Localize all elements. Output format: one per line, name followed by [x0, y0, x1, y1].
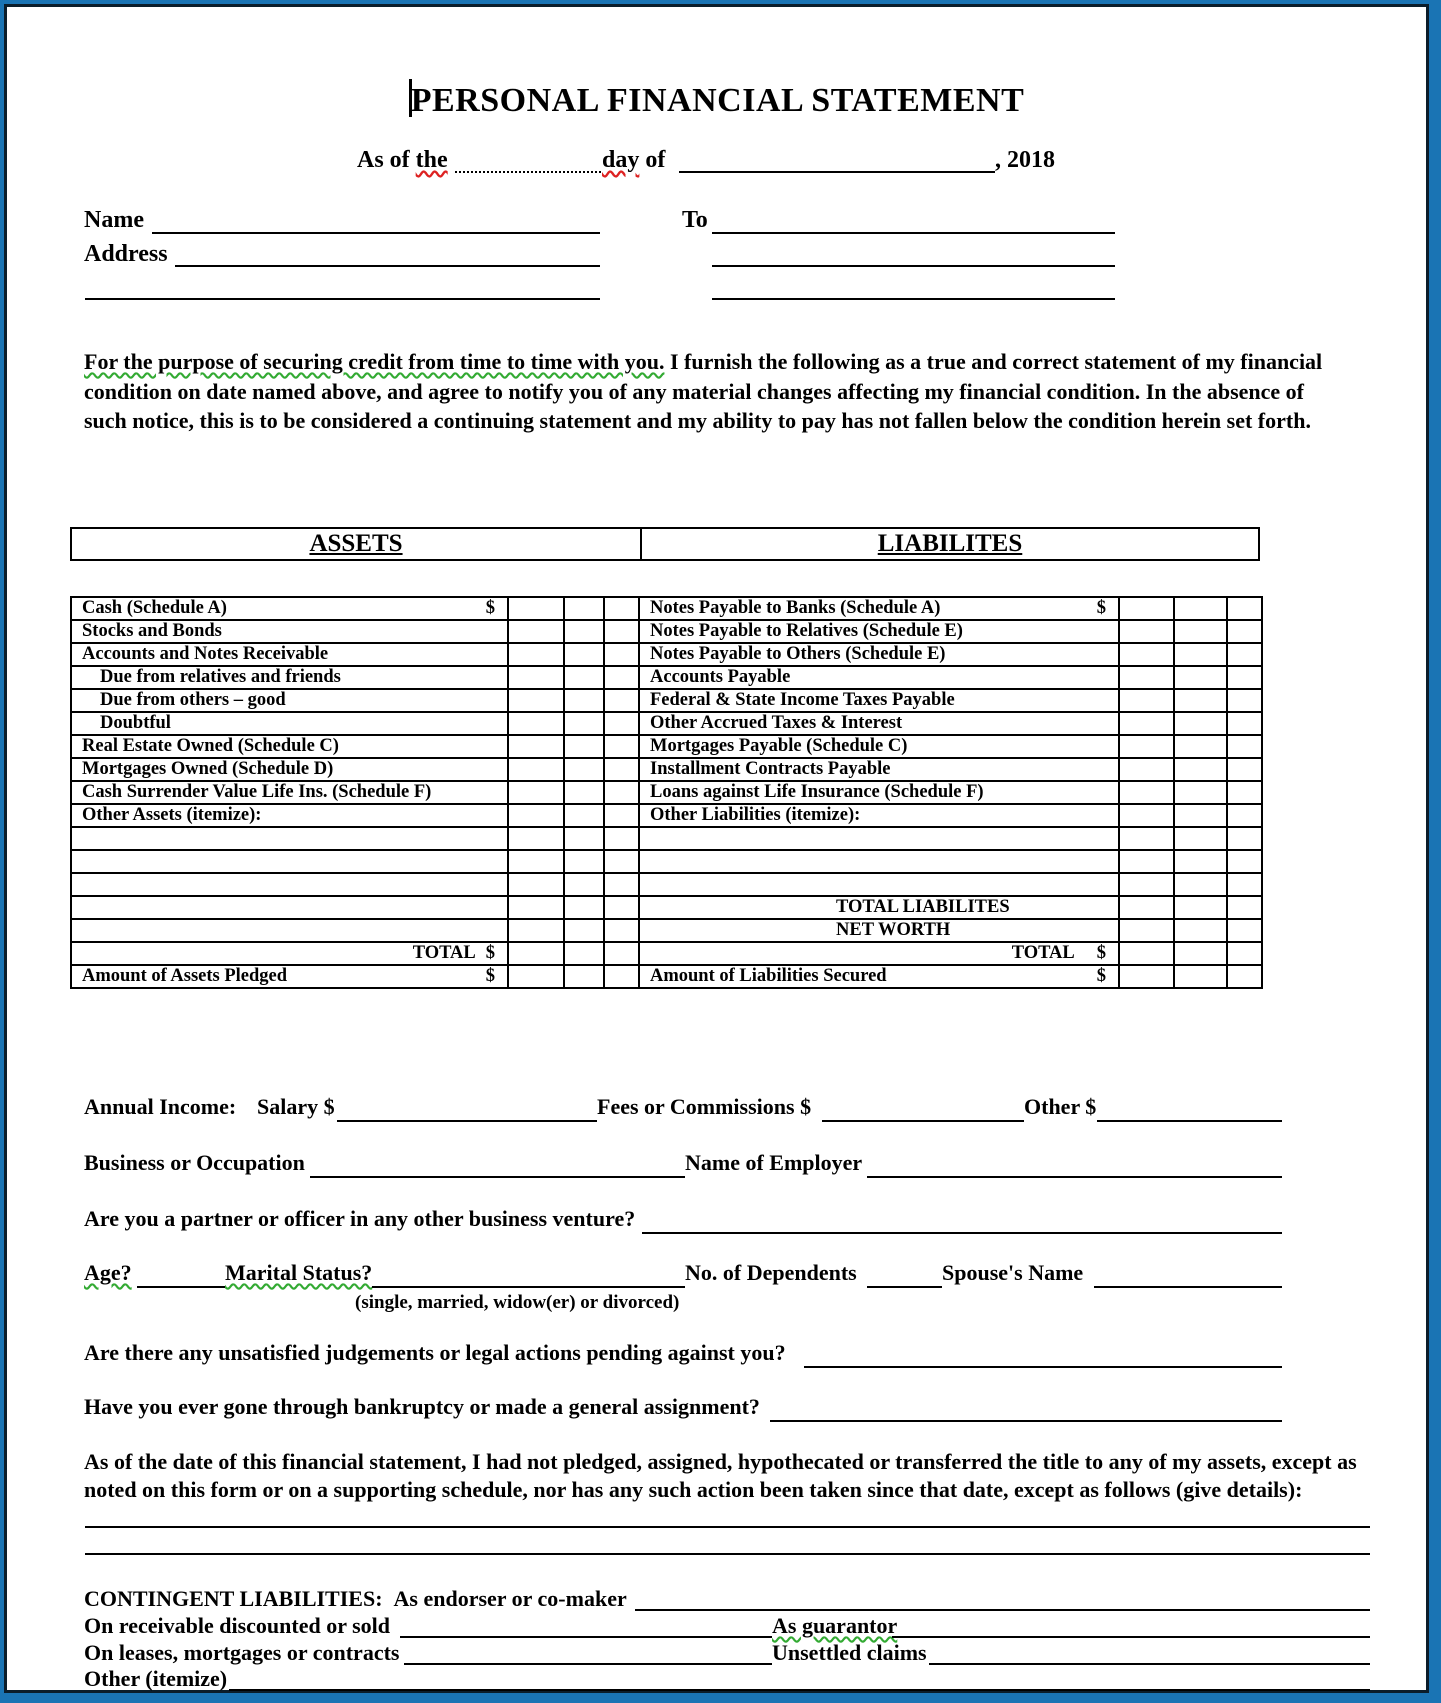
unsettled-label: Unsettled claims [772, 1640, 927, 1665]
dollar-sign: $ [1096, 966, 1106, 986]
other-contingent-label: Other (itemize) [84, 1666, 228, 1691]
liability-amount-cell[interactable] [1119, 666, 1174, 689]
fees-label: Fees or Commissions $ [597, 1094, 812, 1119]
occupation-label: Business or Occupation [84, 1150, 305, 1175]
asset-amount-cell[interactable] [604, 666, 639, 689]
table-row [71, 758, 1262, 781]
asset-label-cell [71, 919, 508, 942]
liability-label-cell: Federal & State Income Taxes Payable [639, 689, 1119, 712]
asset-amount-cell[interactable] [508, 804, 564, 827]
asset-amount-cell[interactable] [604, 620, 639, 643]
liabilities-header: LIABILITES [877, 530, 1023, 557]
month-field[interactable] [679, 171, 995, 173]
liability-label-cell [639, 827, 1119, 850]
liability-amount-cell[interactable] [1227, 965, 1262, 988]
asset-amount-cell[interactable] [604, 781, 639, 804]
table-row [71, 735, 1262, 758]
asset-amount-cell[interactable] [604, 758, 639, 781]
asset-amount-cell[interactable] [564, 965, 604, 988]
liability-amount-cell[interactable] [1174, 781, 1227, 804]
liability-amount-cell[interactable] [1227, 689, 1262, 712]
name-label: Name [84, 207, 144, 233]
liability-amount-cell[interactable] [1174, 804, 1227, 827]
asset-amount-cell[interactable] [508, 643, 564, 666]
liability-amount-cell[interactable] [1227, 781, 1262, 804]
liability-label-cell: TOTAL LIABILITES [639, 896, 1119, 919]
document-frame [4, 4, 1429, 1693]
liability-amount-cell[interactable] [1227, 827, 1262, 850]
asset-amount-cell[interactable] [508, 942, 564, 965]
address-label: Address [84, 241, 168, 267]
table-row [71, 712, 1262, 735]
marital-label: Marital Status? [225, 1260, 373, 1285]
to-field-2[interactable] [712, 265, 1115, 267]
liability-amount-cell[interactable] [1227, 597, 1262, 620]
asset-amount-cell[interactable] [604, 896, 639, 919]
table-row [71, 827, 1262, 850]
receivable-label: On receivable discounted or sold [84, 1613, 390, 1638]
table-row [71, 873, 1262, 896]
dollar-sign: $ [1096, 598, 1106, 618]
liability-amount-cell[interactable] [1227, 919, 1262, 942]
asset-label-cell: Cash Surrender Value Life Ins. (Schedule F) [71, 781, 508, 804]
table-row [71, 781, 1262, 804]
asset-amount-cell[interactable] [508, 896, 564, 919]
asset-label-cell: Other Assets (itemize): [71, 804, 508, 827]
table-row [71, 643, 1262, 666]
liability-amount-cell[interactable] [1174, 896, 1227, 919]
asset-label-cell: Due from relatives and friends [71, 666, 508, 689]
leases-field[interactable] [404, 1663, 772, 1665]
partner-question: Are you a partner or officer in any other business venture? [84, 1206, 636, 1231]
asset-label-cell: $ TOTAL [71, 942, 508, 965]
asset-label-cell: Due from others – good [71, 689, 508, 712]
liability-amount-cell[interactable] [1174, 689, 1227, 712]
liability-amount-cell[interactable] [1119, 735, 1174, 758]
liability-amount-cell[interactable] [1227, 804, 1262, 827]
asset-amount-cell[interactable] [508, 965, 564, 988]
details-field-1[interactable] [85, 1526, 1370, 1528]
liability-amount-cell[interactable] [1227, 873, 1262, 896]
liability-amount-cell[interactable] [1174, 735, 1227, 758]
table-row [71, 919, 1262, 942]
liability-label-cell [639, 873, 1119, 896]
asset-amount-cell[interactable] [508, 735, 564, 758]
liability-label-cell [639, 850, 1119, 873]
asset-amount-cell[interactable] [508, 758, 564, 781]
liability-amount-cell[interactable] [1174, 942, 1227, 965]
asset-label-cell: Real Estate Owned (Schedule C) [71, 735, 508, 758]
liability-label-cell: Notes Payable to Others (Schedule E) [639, 643, 1119, 666]
dollar-sign: $ [485, 943, 495, 963]
dollar-sign: $ [485, 966, 495, 986]
balance-sheet-header [70, 527, 1260, 561]
table-row [71, 689, 1262, 712]
liability-label-cell: Notes Payable to Relatives (Schedule E) [639, 620, 1119, 643]
details-field-2[interactable] [85, 1553, 1370, 1555]
liability-amount-cell[interactable] [1227, 712, 1262, 735]
age-field[interactable] [137, 1286, 225, 1288]
asset-amount-cell[interactable] [564, 689, 604, 712]
asset-amount-cell[interactable] [564, 712, 604, 735]
table-row [71, 850, 1262, 873]
asset-amount-cell[interactable] [564, 735, 604, 758]
dependents-field[interactable] [867, 1286, 942, 1288]
liability-amount-cell[interactable] [1119, 597, 1174, 620]
to-field-1[interactable] [712, 232, 1115, 234]
asset-amount-cell[interactable] [604, 942, 639, 965]
document-page [7, 7, 1426, 1690]
dollar-sign: $ [1096, 943, 1106, 963]
dependents-label: No. of Dependents [685, 1260, 857, 1285]
asset-amount-cell[interactable] [564, 597, 604, 620]
marital-field[interactable] [372, 1286, 685, 1288]
liability-amount-cell[interactable] [1227, 896, 1262, 919]
asset-amount-cell[interactable] [604, 965, 639, 988]
asset-amount-cell[interactable] [564, 827, 604, 850]
asset-label-cell [71, 896, 508, 919]
asset-amount-cell[interactable] [564, 666, 604, 689]
leases-label: On leases, mortgages or contracts [84, 1640, 400, 1665]
assets-header: ASSETS [72, 529, 642, 559]
liability-amount-cell[interactable] [1174, 873, 1227, 896]
liability-amount-cell[interactable] [1119, 781, 1174, 804]
liability-amount-cell[interactable] [1227, 735, 1262, 758]
asset-amount-cell[interactable] [564, 643, 604, 666]
date-line-prefix: As of the [357, 147, 448, 173]
table-row [71, 896, 1262, 919]
employer-field[interactable] [867, 1176, 1282, 1178]
liability-amount-cell[interactable] [1119, 850, 1174, 873]
asset-amount-cell[interactable] [564, 781, 604, 804]
asset-amount-cell[interactable] [604, 850, 639, 873]
asset-amount-cell[interactable] [604, 643, 639, 666]
liability-amount-cell[interactable] [1227, 942, 1262, 965]
asset-label-cell: Stocks and Bonds [71, 620, 508, 643]
asset-label-cell: $ Cash (Schedule A) [71, 597, 508, 620]
liability-amount-cell[interactable] [1174, 597, 1227, 620]
table-row [71, 942, 1262, 965]
receivable-field[interactable] [400, 1636, 772, 1638]
table-row [71, 804, 1262, 827]
other-income-label: Other $ [1024, 1094, 1097, 1119]
asset-amount-cell[interactable] [508, 781, 564, 804]
liability-label-cell: $ Amount of Liabilities Secured [639, 965, 1119, 988]
table-row [71, 620, 1262, 643]
liability-amount-cell[interactable] [1174, 758, 1227, 781]
liability-amount-cell[interactable] [1119, 896, 1174, 919]
asset-amount-cell[interactable] [564, 804, 604, 827]
asset-amount-cell[interactable] [508, 620, 564, 643]
asset-label-cell [71, 827, 508, 850]
asset-amount-cell[interactable] [564, 620, 604, 643]
year-label: , 2018 [995, 147, 1055, 173]
asset-amount-cell[interactable] [604, 597, 639, 620]
liability-amount-cell[interactable] [1174, 666, 1227, 689]
liability-label-cell: Installment Contracts Payable [639, 758, 1119, 781]
asset-amount-cell[interactable] [508, 850, 564, 873]
date-line-middle: day of [602, 147, 666, 173]
liability-amount-cell[interactable] [1119, 689, 1174, 712]
liability-label-cell: NET WORTH [639, 919, 1119, 942]
liability-label-cell: Accounts Payable [639, 666, 1119, 689]
liability-amount-cell[interactable] [1119, 712, 1174, 735]
asset-label-cell: Doubtful [71, 712, 508, 735]
asset-amount-cell[interactable] [508, 873, 564, 896]
partner-field[interactable] [642, 1232, 1282, 1234]
asset-amount-cell[interactable] [508, 666, 564, 689]
other-income-field[interactable] [1097, 1120, 1282, 1122]
date-prefix-word: the [415, 147, 448, 173]
judgements-question: Are there any unsatisfied judgements or legal actions pending against you? [84, 1340, 786, 1365]
liability-amount-cell[interactable] [1119, 827, 1174, 850]
annual-income-label: Annual Income: [84, 1094, 237, 1119]
judgements-field[interactable] [804, 1366, 1282, 1368]
liability-amount-cell[interactable] [1119, 965, 1174, 988]
asset-amount-cell[interactable] [564, 873, 604, 896]
table-row [71, 597, 1262, 620]
asset-amount-cell[interactable] [604, 827, 639, 850]
guarantor-field[interactable] [892, 1636, 1370, 1638]
table-row [71, 965, 1262, 988]
liability-amount-cell[interactable] [1174, 827, 1227, 850]
spouse-field[interactable] [1094, 1286, 1282, 1288]
asset-label-cell: Mortgages Owned (Schedule D) [71, 758, 508, 781]
asset-amount-cell[interactable] [564, 850, 604, 873]
asset-label-cell [71, 850, 508, 873]
contingent-heading: CONTINGENT LIABILITIES: As endorser or co-maker [84, 1586, 627, 1611]
to-label: To [682, 207, 708, 233]
liability-amount-cell[interactable] [1227, 620, 1262, 643]
asset-amount-cell[interactable] [604, 712, 639, 735]
liability-amount-cell[interactable] [1227, 850, 1262, 873]
asset-amount-cell[interactable] [604, 689, 639, 712]
fees-field[interactable] [822, 1120, 1024, 1122]
unsettled-field[interactable] [929, 1663, 1370, 1665]
marital-hint: (single, married, widow(er) or divorced) [355, 1292, 680, 1313]
asset-amount-cell[interactable] [604, 735, 639, 758]
name-field[interactable] [152, 232, 600, 234]
liability-amount-cell[interactable] [1174, 850, 1227, 873]
to-field-3[interactable] [712, 298, 1115, 300]
liability-label-cell: Other Accrued Taxes & Interest [639, 712, 1119, 735]
asset-label-cell [71, 873, 508, 896]
liability-amount-cell[interactable] [1227, 758, 1262, 781]
liability-amount-cell[interactable] [1174, 620, 1227, 643]
asset-amount-cell[interactable] [564, 758, 604, 781]
dollar-sign: $ [485, 598, 495, 618]
table-row [71, 666, 1262, 689]
asset-amount-cell[interactable] [604, 804, 639, 827]
address-field-2[interactable] [85, 298, 600, 300]
liability-amount-cell[interactable] [1119, 919, 1174, 942]
day-field[interactable] [455, 171, 601, 173]
age-label: Age? [84, 1260, 132, 1285]
bankruptcy-field[interactable] [770, 1420, 1282, 1422]
liability-amount-cell[interactable] [1174, 919, 1227, 942]
asset-amount-cell[interactable] [508, 827, 564, 850]
salary-field[interactable] [337, 1120, 597, 1122]
bankruptcy-question: Have you ever gone through bankruptcy or made a general assignment? [84, 1394, 760, 1419]
liability-amount-cell[interactable] [1119, 758, 1174, 781]
asset-amount-cell[interactable] [564, 942, 604, 965]
asset-amount-cell[interactable] [564, 919, 604, 942]
intro-paragraph: For the purpose of securing credit from time to time with you. I furnish the following as a true and correct statement of my financial condition on date named above, and agree to notify you of any material changes affecting my financial condition. In the absence of such notice, this is to be considered a continuing statement and my ability to pay has not fallen below the condition herein set forth. [84, 349, 1323, 433]
employer-label: Name of Employer [685, 1150, 863, 1175]
salary-label: Salary $ [257, 1094, 335, 1119]
liability-amount-cell[interactable] [1119, 804, 1174, 827]
occupation-field[interactable] [310, 1176, 685, 1178]
asset-amount-cell[interactable] [508, 919, 564, 942]
balance-sheet-table [70, 596, 1263, 989]
asset-amount-cell[interactable] [508, 689, 564, 712]
liability-amount-cell[interactable] [1227, 666, 1262, 689]
liability-amount-cell[interactable] [1119, 942, 1174, 965]
asset-amount-cell[interactable] [564, 896, 604, 919]
liability-amount-cell[interactable] [1119, 643, 1174, 666]
asset-amount-cell[interactable] [508, 597, 564, 620]
liability-amount-cell[interactable] [1174, 965, 1227, 988]
liability-label-cell: Other Liabilities (itemize): [639, 804, 1119, 827]
asset-amount-cell[interactable] [604, 919, 639, 942]
liability-label-cell: $ Notes Payable to Banks (Schedule A) [639, 597, 1119, 620]
guarantor-label: As guarantor [772, 1613, 898, 1638]
asset-label-cell: $ Amount of Assets Pledged [71, 965, 508, 988]
other-contingent-field[interactable] [229, 1689, 1370, 1691]
page-title: PERSONAL FINANCIAL STATEMENT [7, 79, 1426, 120]
liability-amount-cell[interactable] [1174, 643, 1227, 666]
asset-amount-cell[interactable] [604, 873, 639, 896]
asset-amount-cell[interactable] [508, 712, 564, 735]
liability-amount-cell[interactable] [1227, 643, 1262, 666]
liability-label-cell: Mortgages Payable (Schedule C) [639, 735, 1119, 758]
asset-label-cell: Accounts and Notes Receivable [71, 643, 508, 666]
address-field-1[interactable] [175, 265, 600, 267]
liability-label-cell: Loans against Life Insurance (Schedule F) [639, 781, 1119, 804]
liability-label-cell: $ TOTAL [639, 942, 1119, 965]
pledge-statement: As of the date of this financial statement, I had not pledged, assigned, hypothecated or transferred the title to any of my assets, except as noted on this form or on a supporting schedule, nor has any such action been taken since that date, except as follows (give details): [84, 1449, 1357, 1502]
liability-amount-cell[interactable] [1174, 712, 1227, 735]
endorser-field[interactable] [635, 1609, 1370, 1611]
liability-amount-cell[interactable] [1119, 873, 1174, 896]
liability-amount-cell[interactable] [1119, 620, 1174, 643]
spouse-label: Spouse's Name [942, 1260, 1084, 1285]
